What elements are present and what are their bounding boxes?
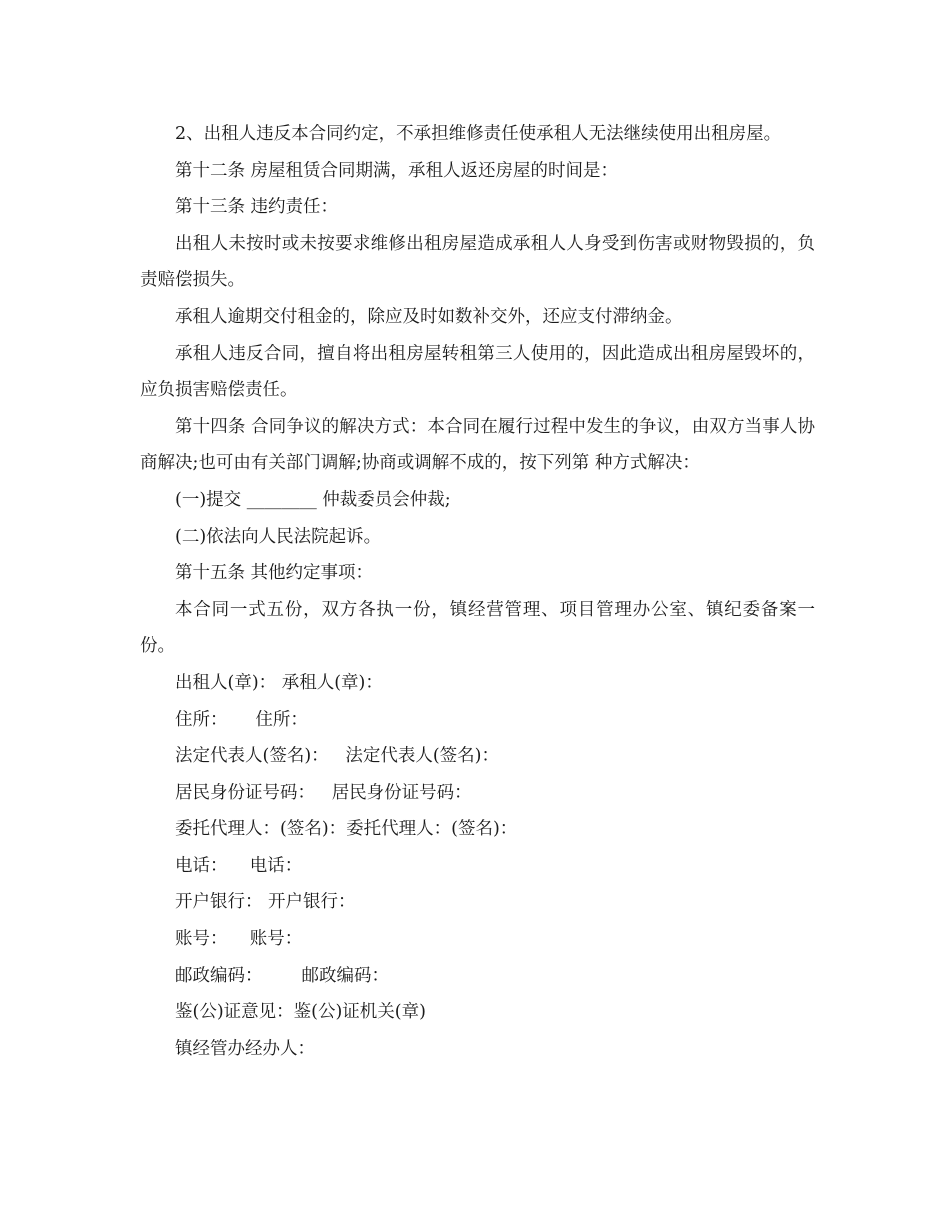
clause-14-paragraph: 第十四条 合同争议的解决方式：本合同在履行过程中发生的争议，由双方当事人协商解决;也可由有关部门调解;协商或调解不成的，按下列第 种方式解决： bbox=[140, 416, 815, 474]
document-body bbox=[140, 116, 815, 1067]
clause-13-heading: 第十三条 违约责任： bbox=[175, 197, 339, 218]
signature-account-line: 账号： 账号： bbox=[175, 929, 303, 950]
notarization-line: 鉴(公)证意见：鉴(公)证机关(章) bbox=[175, 1002, 426, 1023]
dispute-option-1: (一)提交 ________ 仲裁委员会仲裁; bbox=[175, 489, 451, 510]
signature-legal-rep-line: 法定代表人(签名)： 法定代表人(签名)： bbox=[175, 746, 499, 767]
signature-agent-line: 委托代理人：(签名)：委托代理人：(签名)： bbox=[175, 819, 518, 840]
clause-paragraph: 本合同一式五份，双方各执一份，镇经营管理、项目管理办公室、镇纪委备案一份。 bbox=[140, 599, 815, 657]
clause-12-paragraph: 第十二条 房屋租赁合同期满，承租人返还房屋的时间是： bbox=[175, 160, 619, 181]
signature-address-line: 住所： 住所： bbox=[175, 709, 308, 730]
clause-paragraph: 2、出租人违反本合同约定，不承担维修责任使承租人无法继续使用出租房屋。 bbox=[175, 124, 782, 144]
handler-line: 镇经管办经办人： bbox=[175, 1038, 315, 1059]
clause-paragraph: 承租人逾期交付租金的，除应及时如数补交外，还应支付滞纳金。 bbox=[175, 306, 683, 327]
signature-postcode-line: 邮政编码： 邮政编码： bbox=[175, 965, 389, 986]
signature-bank-line: 开户银行： 开户银行： bbox=[175, 892, 356, 913]
clause-paragraph: 出租人未按时或未按要求维修出租房屋造成承租人人身受到伤害或财物毁损的，负责赔偿损失。 bbox=[140, 233, 815, 291]
clause-paragraph: 承租人违反合同，擅自将出租房屋转租第三人使用的，因此造成出租房屋毁坏的，应负损害赔偿责任。 bbox=[140, 343, 815, 401]
signature-seal-line: 出租人(章)： 承租人(章)： bbox=[175, 672, 383, 693]
clause-15-heading: 第十五条 其他约定事项： bbox=[175, 563, 374, 584]
signature-id-number-line: 居民身份证号码： 居民身份证号码： bbox=[175, 782, 472, 803]
signature-phone-line: 电话： 电话： bbox=[175, 855, 303, 876]
dispute-option-2: (二)依法向人民法院起诉。 bbox=[175, 526, 382, 547]
